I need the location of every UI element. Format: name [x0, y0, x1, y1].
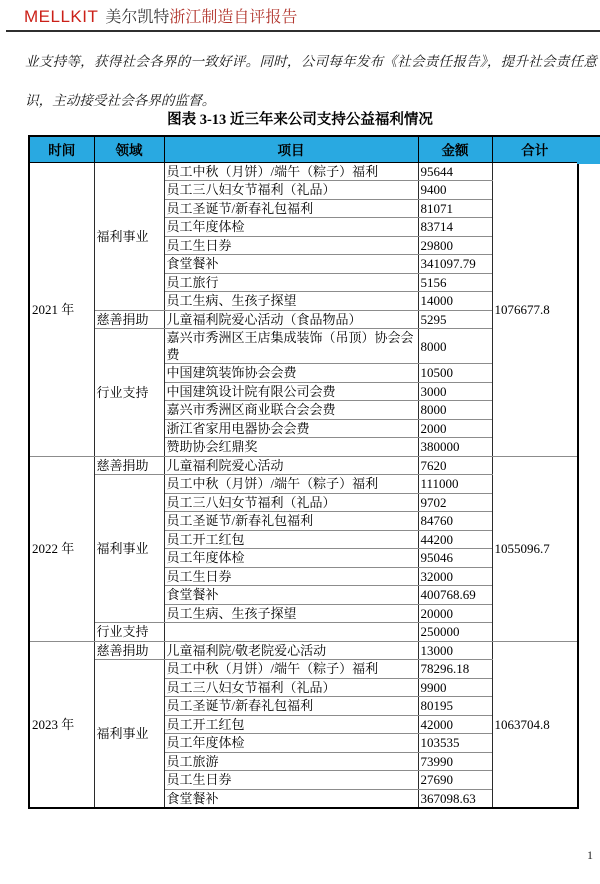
project-cell: 员工中秋（月饼）/端午（粽子）福利 — [164, 162, 418, 181]
amount-cell: 367098.63 — [418, 789, 492, 808]
amount-cell: 111000 — [418, 475, 492, 494]
project-cell: 员工年度体检 — [164, 549, 418, 568]
project-cell: 员工中秋（月饼）/端午（粽子）福利 — [164, 660, 418, 679]
document-title: 浙江制造自评报告 — [169, 9, 298, 26]
project-cell: 儿童福利院/敬老院爱心活动 — [164, 641, 418, 660]
table-caption: 图表 3-13 近三年来公司支持公益福利情况 — [167, 112, 433, 128]
year-cell: 2023 年 — [29, 641, 94, 808]
amount-cell: 2000 — [418, 419, 492, 438]
project-cell: 员工年度体检 — [164, 734, 418, 753]
project-cell: 嘉兴市秀洲区王店集成装饰（吊顶）协会会费 — [164, 329, 418, 364]
category-cell: 福利事业 — [94, 475, 164, 623]
body-paragraph: 业支持等，获得社会各界的一致好评。同时，公司每年发布《社会责任报告》，提升社会责任意识，主动接受社会各界的监督。 — [25, 54, 597, 108]
amount-cell: 103535 — [418, 734, 492, 753]
amount-cell: 9400 — [418, 181, 492, 200]
amount-cell: 3000 — [418, 382, 492, 401]
table-row — [29, 456, 578, 475]
amount-cell: 9702 — [418, 493, 492, 512]
amount-cell: 8000 — [418, 401, 492, 420]
project-cell: 员工圣诞节/新春礼包福利 — [164, 697, 418, 716]
amount-cell: 5156 — [418, 273, 492, 292]
amount-cell: 380000 — [418, 438, 492, 457]
project-cell: 员工圣诞节/新春礼包福利 — [164, 199, 418, 218]
project-cell: 员工三八妇女节福利（礼品） — [164, 678, 418, 697]
amount-cell: 13000 — [418, 641, 492, 660]
category-cell: 行业支持 — [94, 623, 164, 642]
amount-cell: 250000 — [418, 623, 492, 642]
amount-cell: 73990 — [418, 752, 492, 771]
amount-cell: 84760 — [418, 512, 492, 531]
header-divider — [6, 30, 600, 32]
brand-chinese-name: 美尔凯特 — [105, 9, 170, 26]
total-cell: 1076677.8 — [492, 162, 578, 456]
column-header-4: 合计 — [492, 136, 578, 162]
amount-cell: 7620 — [418, 456, 492, 475]
project-cell: 食堂餐补 — [164, 255, 418, 274]
amount-cell: 42000 — [418, 715, 492, 734]
project-cell: 浙江省家用电器协会会费 — [164, 419, 418, 438]
project-cell: 赞助协会红鼎奖 — [164, 438, 418, 457]
category-cell: 慈善捐助 — [94, 310, 164, 329]
column-header-0: 时间 — [29, 136, 94, 162]
category-cell: 福利事业 — [94, 660, 164, 808]
project-cell: 员工生日券 — [164, 236, 418, 255]
amount-cell: 83714 — [418, 218, 492, 237]
header-band-extension — [577, 135, 600, 164]
project-cell — [164, 623, 418, 642]
project-cell: 中国建筑装饰协会会费 — [164, 364, 418, 383]
amount-cell: 10500 — [418, 364, 492, 383]
project-cell: 员工圣诞节/新春礼包福利 — [164, 512, 418, 531]
amount-cell: 341097.79 — [418, 255, 492, 274]
amount-cell: 27690 — [418, 771, 492, 790]
table-row — [29, 641, 578, 660]
project-cell: 员工生日券 — [164, 567, 418, 586]
amount-cell: 400768.69 — [418, 586, 492, 605]
project-cell: 员工旅游 — [164, 752, 418, 771]
brand-logo-text: MELLKIT — [24, 7, 99, 26]
amount-cell: 95644 — [418, 162, 492, 181]
page-number: 1 — [587, 848, 593, 862]
project-cell: 员工生病、生孩子探望 — [164, 292, 418, 311]
category-cell: 行业支持 — [94, 329, 164, 457]
project-cell: 嘉兴市秀洲区商业联合会会费 — [164, 401, 418, 420]
amount-cell: 78296.18 — [418, 660, 492, 679]
amount-cell: 20000 — [418, 604, 492, 623]
total-cell: 1055096.7 — [492, 456, 578, 641]
project-cell: 中国建筑设计院有限公司会费 — [164, 382, 418, 401]
column-header-2: 项目 — [164, 136, 418, 162]
total-cell: 1063704.8 — [492, 641, 578, 808]
running-header — [24, 4, 297, 27]
project-cell: 食堂餐补 — [164, 789, 418, 808]
amount-cell: 80195 — [418, 697, 492, 716]
column-header-1: 领域 — [94, 136, 164, 162]
table-row — [29, 162, 578, 181]
amount-cell: 81071 — [418, 199, 492, 218]
category-cell: 福利事业 — [94, 162, 164, 310]
welfare-support-table — [28, 135, 579, 809]
table-body — [29, 162, 578, 808]
year-cell: 2021 年 — [29, 162, 94, 456]
project-cell: 员工生病、生孩子探望 — [164, 604, 418, 623]
project-cell: 食堂餐补 — [164, 586, 418, 605]
project-cell: 员工三八妇女节福利（礼品） — [164, 181, 418, 200]
column-header-3: 金额 — [418, 136, 492, 162]
table-header-row — [29, 136, 578, 162]
amount-cell: 32000 — [418, 567, 492, 586]
category-cell: 慈善捐助 — [94, 641, 164, 660]
amount-cell: 5295 — [418, 310, 492, 329]
year-cell: 2022 年 — [29, 456, 94, 641]
project-cell: 员工年度体检 — [164, 218, 418, 237]
project-cell: 员工三八妇女节福利（礼品） — [164, 493, 418, 512]
category-cell: 慈善捐助 — [94, 456, 164, 475]
project-cell: 员工旅行 — [164, 273, 418, 292]
amount-cell: 9900 — [418, 678, 492, 697]
project-cell: 儿童福利院爱心活动 — [164, 456, 418, 475]
amount-cell: 44200 — [418, 530, 492, 549]
amount-cell: 29800 — [418, 236, 492, 255]
project-cell: 员工开工红包 — [164, 530, 418, 549]
amount-cell: 8000 — [418, 329, 492, 364]
project-cell: 员工开工红包 — [164, 715, 418, 734]
project-cell: 儿童福利院爱心活动（食品物品） — [164, 310, 418, 329]
amount-cell: 14000 — [418, 292, 492, 311]
amount-cell: 95046 — [418, 549, 492, 568]
project-cell: 员工生日券 — [164, 771, 418, 790]
project-cell: 员工中秋（月饼）/端午（粽子）福利 — [164, 475, 418, 494]
